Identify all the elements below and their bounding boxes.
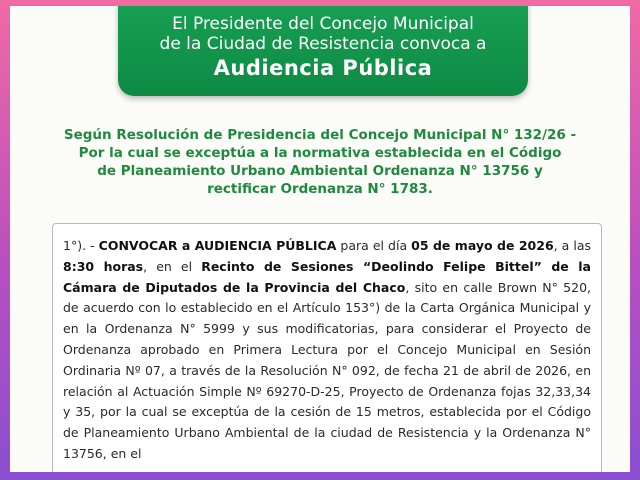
event-time: 8:30 horas [63, 258, 144, 274]
text-segment: , sito en calle Brown N° 520, de acuerdo con lo establecido en el Artículo 153°) de la Carta Orgánica Municipal y en la Ordenanza N° 5999 y sus modificatorias, para considerar el Proyecto de Ordenanza aprobado en Primera Lectura por el Concejo Municipal en Sesión Ordinaria Nº 07, a través de la Resolución N° 092, de fecha 21 de abril de 2026, en relación al Actuación Simple Nº 69270-D-25, Proyecto de Ordenanza fojas 32,33,34 y 35, por la cual se exceptúa de la cesión de 15 metros, establecida por el Código de Planeamiento Urbano Ambiental de la ciudad de Resistencia y la Ordenanza N° 13756, en el [63, 279, 592, 461]
article-text [63, 236, 591, 465]
header-banner [118, 6, 528, 96]
convocation-phrase: CONVOCAR a AUDIENCIA PÚBLICA [98, 238, 337, 253]
text-segment: , en el [143, 258, 202, 274]
resolution-subtitle [50, 126, 590, 198]
banner-line-2: de la Ciudad de Resistencia convoca a [159, 34, 487, 54]
banner-line-1: El Presidente del Concejo Municipal [172, 14, 474, 34]
banner-title: Audiencia Pública [213, 56, 433, 80]
event-date: 05 de mayo de 2026 [411, 238, 554, 253]
event-venue: Recinto de Sesiones “Deolindo Felipe Bittel” de la Cámara de Diputados de la Provincia del Chaco [63, 258, 591, 295]
subtitle-line-2: Por la cual se exceptúa a la normativa establecida en el Código [78, 145, 562, 161]
subtitle-line-1: Según Resolución de Presidencia del Concejo Municipal N° 132/26 - [63, 127, 577, 143]
announcement-card [10, 6, 630, 472]
article-box [52, 223, 602, 472]
article-number: 1°). - [63, 238, 99, 253]
text-segment: , a las [553, 238, 591, 253]
subtitle-line-4: rectificar Ordenanza N° 1783. [207, 181, 433, 197]
subtitle-line-3: de Planeamiento Urbano Ambiental Ordenanza N° 13756 y [97, 163, 543, 179]
text-segment: para el día [336, 238, 412, 253]
